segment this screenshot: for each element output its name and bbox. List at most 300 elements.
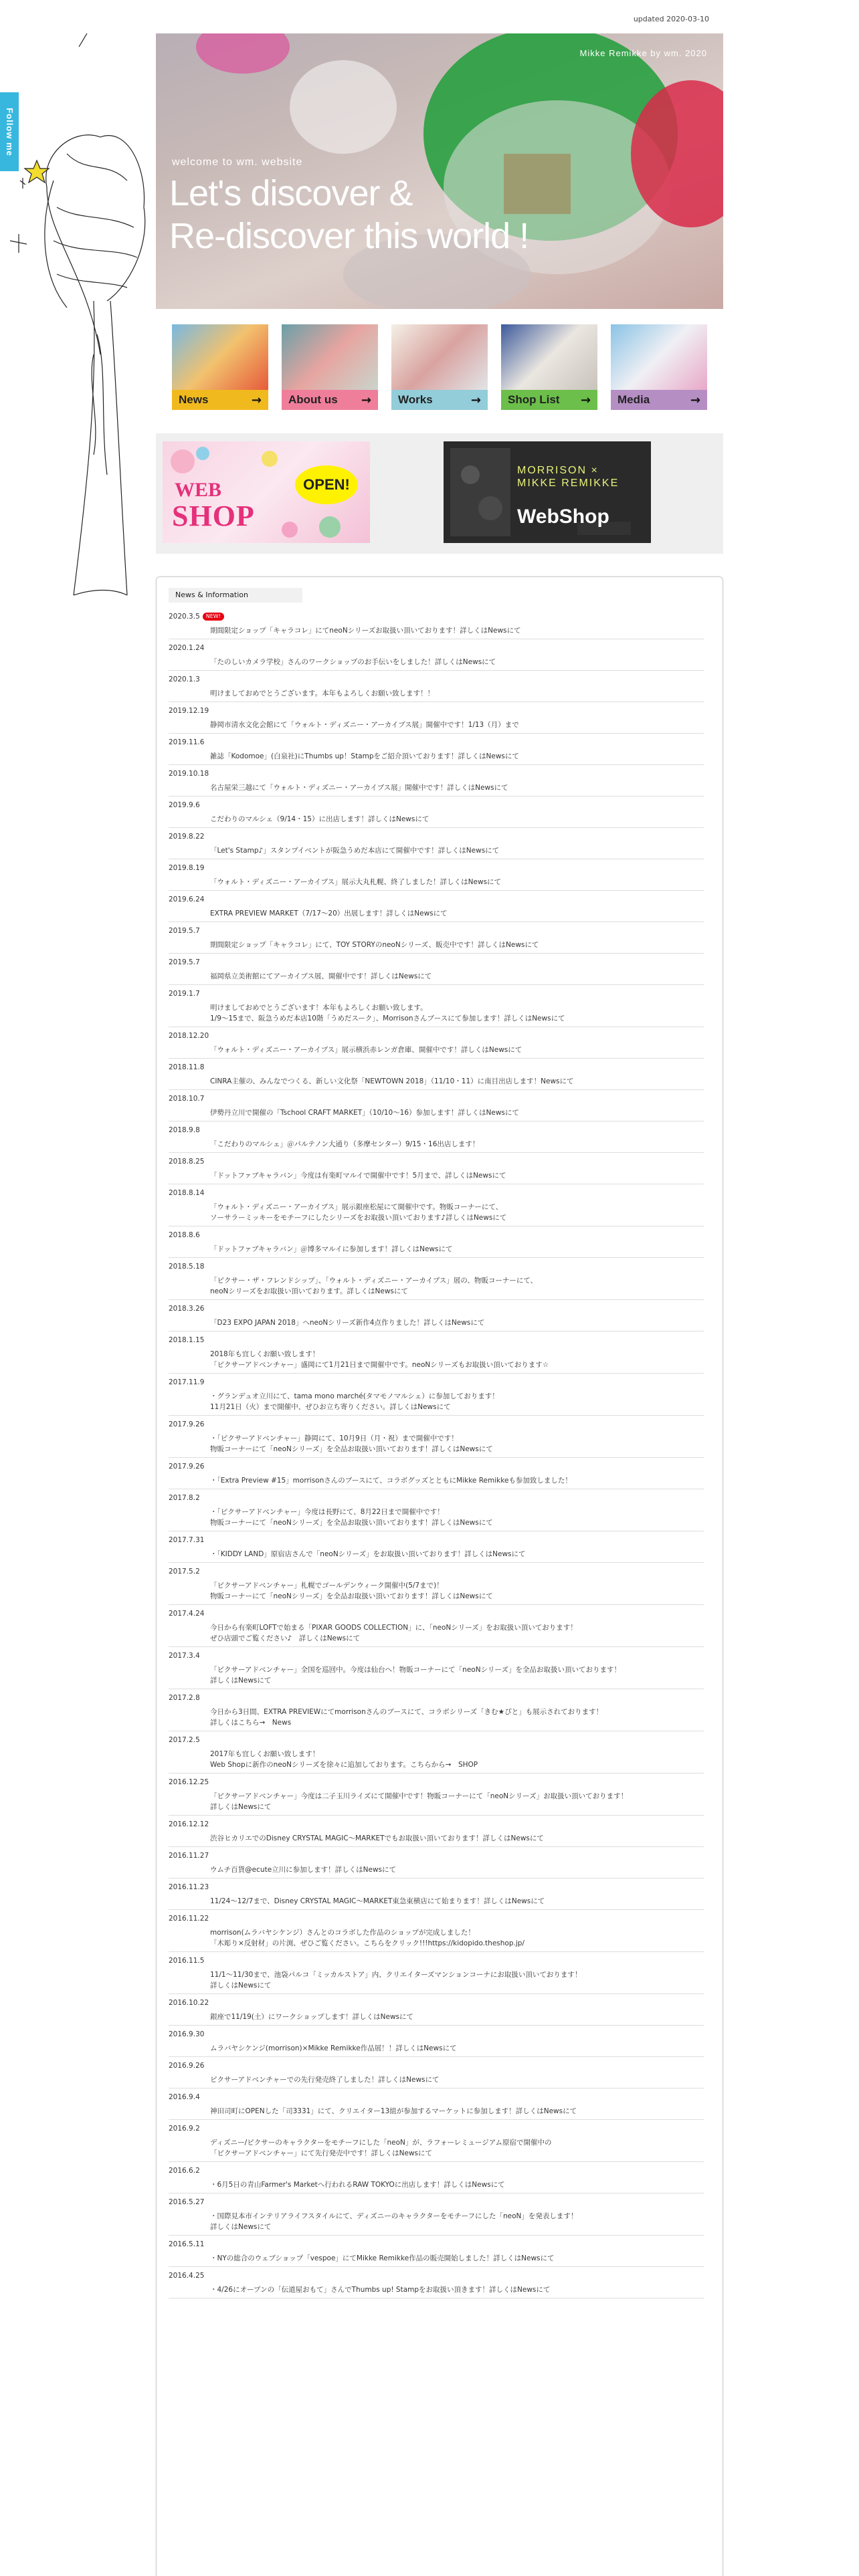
nav-label-media: Media — [617, 393, 650, 406]
news-date-text: 2017.9.26 — [169, 1463, 205, 1471]
news-item — [169, 958, 704, 985]
morrison-line-2: MIKKE REMIKKE — [517, 477, 619, 489]
news-date-text: 2019.12.19 — [169, 707, 209, 715]
about-photo — [282, 324, 378, 390]
hero-capsules-illustration — [156, 33, 723, 309]
news-item — [169, 1304, 704, 1331]
new-badge: NEW! — [203, 613, 224, 621]
news-line: morrison(ムラバヤシケンジ）さんとのコラボした作品のショップが完成しました！ — [210, 1929, 475, 1937]
news-date-text: 2019.5.7 — [169, 927, 200, 935]
news-line: 明けましておめでとうございます！本年もよろしくお願い致します。 — [210, 1004, 427, 1012]
news-date — [169, 2030, 704, 2039]
news-item — [169, 612, 704, 639]
news-text[interactable] — [169, 2284, 704, 2298]
news-date-text: 2017.7.31 — [169, 1536, 205, 1544]
news-section — [156, 576, 723, 2576]
follow-me-label: Follow me — [4, 107, 15, 156]
news-date-text: 2016.9.4 — [169, 2093, 200, 2101]
news-line: 今日から有楽町LOFTで始まる「PIXAR GOODS COLLECTION」に、「neoNシリーズ」をお取扱い頂いております！ — [210, 1624, 577, 1632]
morrison-title — [517, 464, 619, 490]
news-line: 雑誌「Kodomoe」(白泉社)にThumbs up！Stampをご紹介頂いております！詳しくはNewsにて — [210, 752, 519, 760]
news-text[interactable] — [169, 1475, 704, 1489]
news-line: ウムチ百貨@ecute立川に参加します！詳しくはNewsにて — [210, 1866, 397, 1874]
news-date — [169, 2124, 704, 2133]
webshop-label: WebShop — [517, 506, 609, 528]
news-date — [169, 643, 704, 653]
news-text[interactable] — [169, 1580, 704, 1605]
news-date — [169, 1998, 704, 2008]
news-text[interactable] — [169, 2012, 704, 2026]
news-line: 2018年も宜しくお願い致します！ — [210, 1350, 320, 1358]
news-text[interactable] — [169, 657, 704, 671]
news-date-text: 2018.12.20 — [169, 1032, 209, 1040]
news-date-text: 2016.6.2 — [169, 2167, 200, 2175]
nav-tile-news[interactable] — [172, 324, 268, 410]
news-line: 11月21日（火）まで開催中、ぜひお立ち寄りください。詳しくはNewsにて — [210, 1403, 451, 1411]
news-date-text: 2017.8.2 — [169, 1494, 200, 1502]
arrow-right-icon: → — [580, 393, 591, 407]
news-item — [169, 1335, 704, 1374]
morrison-webshop-banner[interactable] — [444, 441, 651, 543]
updated-date: updated 2020-03-10 — [633, 15, 709, 23]
news-photo — [172, 324, 268, 390]
news-item — [169, 1651, 704, 1689]
news-line: 「ドットファブキャラバン」今度は有楽町マルイで開催中です！5月まで、詳しくはNewsにて — [210, 1172, 506, 1180]
news-date — [169, 1378, 704, 1387]
news-date-text: 2016.11.23 — [169, 1883, 209, 1891]
news-line: neoNシリーズをお取扱い頂いております。詳しくはNewsにて — [210, 1287, 408, 1295]
news-item — [169, 1820, 704, 1847]
news-item — [169, 1188, 704, 1226]
nav-tile-shop-list[interactable] — [501, 324, 597, 410]
news-text[interactable] — [169, 2253, 704, 2267]
news-text[interactable] — [169, 908, 704, 922]
media-photo — [611, 324, 707, 390]
news-date-text: 2016.9.26 — [169, 2062, 205, 2070]
news-line: 「木彫り×反射材」の片渕、ぜひご覧ください。こちらをクリック!!!https://kidopido.theshop.jp/ — [210, 1939, 524, 1947]
news-item — [169, 1262, 704, 1300]
news-item — [169, 738, 704, 765]
news-date-text: 2020.3.5 — [169, 613, 200, 621]
news-item — [169, 2061, 704, 2088]
news-item — [169, 2092, 704, 2120]
news-item — [169, 1778, 704, 1816]
news-date-text: 2016.5.27 — [169, 2198, 205, 2206]
news-date — [169, 769, 704, 778]
news-date — [169, 738, 704, 747]
news-list — [169, 612, 704, 2302]
news-item — [169, 1493, 704, 1531]
news-date — [169, 1094, 704, 1103]
news-item — [169, 1567, 704, 1605]
news-line: ・グランデュオ立川にて、tama mono marché(タマモノマルシェ）に参加しております！ — [210, 1392, 499, 1400]
news-item — [169, 895, 704, 922]
news-line: 明けましておめでとうございます。本年もよろしくお願い致します！！ — [210, 689, 435, 697]
news-date-text: 2019.10.18 — [169, 770, 209, 778]
nav-bar-shop — [501, 390, 597, 410]
news-date-text: 2018.10.7 — [169, 1095, 205, 1103]
news-date — [169, 926, 704, 936]
news-date-text: 2020.1.24 — [169, 644, 205, 652]
news-line: ・国際見本市インテリアライフスタイルにて、ディズニーのキャラクターをモチーフにした「neoN」を発表します！ — [210, 2212, 578, 2220]
news-date — [169, 2061, 704, 2070]
news-text[interactable] — [169, 1622, 704, 1647]
news-text[interactable] — [169, 1170, 704, 1184]
morrison-line-1: MORRISON × — [517, 465, 599, 476]
news-date — [169, 832, 704, 841]
news-date — [169, 1230, 704, 1240]
news-line: 「Let's Stamp♪」スタンプイベントが阪急うめだ本店にて開催中です！詳しくはNewsにて — [210, 847, 500, 855]
news-date — [169, 895, 704, 904]
news-line: 渋谷ヒカリエでのDisney CRYSTAL MAGIC～MARKETでもお取扱い頂いております！詳しくはNewsにて — [210, 1834, 544, 1842]
news-date — [169, 612, 704, 621]
news-text[interactable] — [169, 1833, 704, 1847]
news-item — [169, 2166, 704, 2193]
arrow-right-icon: → — [251, 393, 262, 407]
news-line: 「ウォルト・ディズニー・アーカイブス」展示横浜赤レンガ倉庫、開催中です！詳しくはNewsにて — [210, 1046, 522, 1054]
news-text[interactable] — [169, 1507, 704, 1531]
news-date-text: 2016.10.22 — [169, 1999, 209, 2007]
news-date — [169, 1031, 704, 1041]
news-text[interactable] — [169, 1927, 704, 1952]
news-title: News & Information — [169, 588, 302, 603]
news-date — [169, 675, 704, 684]
news-text[interactable] — [169, 2211, 704, 2236]
news-text[interactable] — [169, 2043, 704, 2057]
news-line: ピクサーアドベンチャーでの先行発売終了しました！詳しくはNewsにて — [210, 2076, 440, 2084]
news-line: 期間限定ショップ「キャラコレ」にて、TOY STORYのneoNシリーズ、販売中です！詳しくはNewsにて — [210, 941, 539, 949]
news-line: EXTRA PREVIEW MARKET（7/17〜20）出展します！詳しくはNewsにて — [210, 909, 448, 918]
news-line: 「ピクサーアドベンチャー」盛岡にて1月21日まで開催中です。neoNシリーズもお取扱い頂いております☆ — [210, 1361, 549, 1369]
news-text[interactable] — [169, 971, 704, 985]
nav-label-shop: Shop List — [508, 393, 560, 406]
news-date — [169, 2092, 704, 2102]
news-date-text: 2019.1.7 — [169, 990, 200, 998]
news-text[interactable] — [169, 1317, 704, 1331]
news-date — [169, 1820, 704, 1829]
news-date-text: 2018.3.26 — [169, 1305, 205, 1313]
news-date-text: 2019.11.6 — [169, 738, 205, 746]
web-label: WEB — [175, 479, 222, 501]
news-line: 「ピクサーアドベンチャー」今度は二子玉川ライズにて開催中です！物販コーナーにて「neoNシリーズ」お取扱い頂いております！ — [210, 1792, 628, 1800]
nav-bar-media — [611, 390, 707, 410]
news-text[interactable] — [169, 1002, 704, 1027]
news-line: 詳しくはNewsにて — [210, 1981, 272, 1990]
news-text[interactable] — [169, 1045, 704, 1059]
news-line: 「こだわりのマルシェ」＠パルテノン大通り（多摩センター）9/15・16出店します！ — [210, 1140, 480, 1148]
news-date-text: 2016.9.30 — [169, 2030, 205, 2038]
news-line: 期間限定ショップ「キャラコレ」にてneoNシリーズお取扱い頂いております！詳しくはNewsにて — [210, 627, 521, 635]
nav-label-about: About us — [288, 393, 338, 406]
news-line: ・「KIDDY LAND」原宿店さんで「neoNシリーズ」をお取扱い頂いております！詳しくはNewsにて — [210, 1550, 526, 1558]
news-item — [169, 1094, 704, 1121]
news-item — [169, 2197, 704, 2236]
news-date-text: 2016.11.22 — [169, 1915, 209, 1923]
news-text[interactable] — [169, 782, 704, 796]
works-photo — [391, 324, 488, 390]
news-date — [169, 2271, 704, 2280]
news-date — [169, 2166, 704, 2175]
news-date — [169, 1567, 704, 1576]
news-date-text: 2018.5.18 — [169, 1263, 205, 1271]
news-date-text: 2018.1.15 — [169, 1336, 205, 1344]
news-item — [169, 1157, 704, 1184]
news-line: 2017年も宜しくお願い致します！ — [210, 1750, 320, 1758]
news-date — [169, 1883, 704, 1892]
news-date — [169, 1125, 704, 1135]
news-line: 「ピクサーアドベンチャー」全国を巡回中。今度は仙台へ！物販コーナーにて「neoNシリーズ」を全品お取扱い頂いております！ — [210, 1666, 622, 1674]
news-item — [169, 863, 704, 891]
news-date — [169, 1493, 704, 1503]
arrow-right-icon: → — [361, 393, 371, 407]
news-date — [169, 706, 704, 716]
news-date-text: 2020.1.3 — [169, 675, 200, 683]
nav-bar-news — [172, 390, 268, 410]
news-date-text: 2016.11.5 — [169, 1957, 205, 1965]
news-line: 「ピクサーアドベンチャー」札幌でゴールデンウィーク開催中(5/7まで)！ — [210, 1582, 444, 1590]
news-text[interactable] — [169, 751, 704, 765]
news-item — [169, 1914, 704, 1952]
shop-photo — [501, 324, 597, 390]
news-item — [169, 1956, 704, 1994]
news-item — [169, 1735, 704, 1774]
news-line: 名古屋栄三越にて「ウォルト・ディズニー・アーカイブス展」開催中です！詳しくはNewsにて — [210, 784, 508, 792]
news-line: 詳しくはこちら→ News — [210, 1719, 292, 1727]
news-item — [169, 2240, 704, 2267]
news-text[interactable] — [169, 877, 704, 891]
news-line: 「D23 EXPO JAPAN 2018」へneoNシリーズ新作4点作りました！詳しくはNewsにて — [210, 1319, 485, 1327]
news-text[interactable] — [169, 625, 704, 639]
news-line: 11/24〜12/7まで、Disney CRYSTAL MAGIC～MARKET東急東横店にて始まります！詳しくはNewsにて — [210, 1897, 545, 1905]
news-item — [169, 800, 704, 828]
news-date — [169, 1735, 704, 1745]
open-bubble: OPEN! — [295, 465, 358, 504]
news-text[interactable] — [169, 845, 704, 859]
news-line: 物販コーナーにて「neoNシリーズ」を全品お取扱い頂いております！詳しくはNewsにて — [210, 1592, 493, 1600]
news-text[interactable] — [169, 1139, 704, 1153]
news-line: 物販コーナーにて「neoNシリーズ」を全品お取扱い頂いております！詳しくはNewsにて — [210, 1519, 493, 1527]
news-text[interactable] — [169, 1749, 704, 1774]
news-date — [169, 1851, 704, 1860]
news-line: Web Shopに新作のneoNシリーズを徐々に追加しております。こちらから→ SHOP — [210, 1761, 478, 1769]
news-date-text: 2016.9.2 — [169, 2125, 200, 2133]
news-line: 「ピクサー・ザ・フレンドシップ」、「ウォルト・ディズニー・アーカイブス」展の、物販コーナーにて、 — [210, 1277, 538, 1285]
news-date — [169, 2240, 704, 2249]
news-item — [169, 706, 704, 734]
news-line: ソーサラーミッキーをモチーフにしたシリーズをお取扱い頂いております♪詳しくはNewsにて — [210, 1214, 507, 1222]
news-date — [169, 863, 704, 873]
news-date-text: 2016.12.12 — [169, 1820, 209, 1828]
news-item — [169, 1420, 704, 1458]
news-date-text: 2017.9.26 — [169, 1420, 205, 1428]
news-line: 静岡市清水文化会館にて「ウォルト・ディズニー・アーカイブス展」開催中です！1/13（月）まで — [210, 721, 519, 729]
news-date-text: 2016.4.25 — [169, 2272, 205, 2280]
news-line: ムラバヤシケンジ(morrison)×Mikke Remikke作品展！！詳しくはNewsにて — [210, 2044, 457, 2052]
news-line: 「ドットファブキャラバン」＠博多マルイに参加します！詳しくはNewsにて — [210, 1245, 453, 1253]
news-line: 今日から3日間、EXTRA PREVIEWにてmorrisonさんのブースにて、コラボシリーズ「きむ★ぴと」も展示されております！ — [210, 1708, 603, 1716]
news-date — [169, 1778, 704, 1787]
news-date-text: 2016.11.27 — [169, 1852, 209, 1860]
shop-banners — [156, 433, 723, 554]
news-item — [169, 1851, 704, 1879]
news-date-text: 2016.12.25 — [169, 1778, 209, 1786]
news-text[interactable] — [169, 1433, 704, 1458]
news-text[interactable] — [169, 940, 704, 954]
news-line: 福岡県立美術館にてアーカイブス展、開催中です！詳しくはNewsにて — [210, 972, 432, 980]
news-line: 物販コーナーにて「neoNシリーズ」を全品お取扱い頂いております！詳しくはNewsにて — [210, 1445, 493, 1453]
news-item — [169, 2271, 704, 2298]
news-text[interactable] — [169, 720, 704, 734]
news-line: 詳しくはNewsにて — [210, 1803, 272, 1811]
news-line: ぜひ店頭でご覧ください♪ 詳しくはNewsにて — [210, 1634, 361, 1642]
news-date-text: 2016.5.11 — [169, 2240, 205, 2248]
news-line: 11/1〜11/30まで、池袋パルコ「ミッカルストア」内、クリエイターズマンションコーナにお取扱い頂いております！ — [210, 1971, 582, 1979]
hero-headline-1: Let's discover & — [169, 173, 413, 213]
news-line: 「ウォルト・ディズニー・アーカイブス」展示銀座松屋にて開催中です。物販コーナーにて、 — [210, 1203, 503, 1211]
news-date-text: 2018.8.6 — [169, 1231, 200, 1239]
news-text[interactable] — [169, 2074, 704, 2088]
nav-tile-about-us[interactable] — [282, 324, 378, 410]
news-date — [169, 1462, 704, 1471]
news-line: 詳しくはNewsにて — [210, 2223, 272, 2231]
news-text[interactable] — [169, 1349, 704, 1374]
news-item — [169, 1125, 704, 1153]
news-text[interactable] — [169, 1549, 704, 1563]
arrow-right-icon: → — [690, 393, 700, 407]
news-date — [169, 989, 704, 998]
news-text[interactable] — [169, 1665, 704, 1689]
news-text[interactable] — [169, 1107, 704, 1121]
news-line: 銀座で11/19(土）にワークショップします！詳しくはNewsにて — [210, 2013, 414, 2021]
news-date-text: 2018.9.8 — [169, 1126, 200, 1134]
hero-credit: Mikke Remikke by wm. 2020 — [579, 48, 707, 58]
news-date-text: 2018.8.25 — [169, 1158, 205, 1166]
news-line: ・「ピクサーアドベンチャー」静岡にて、10月9日（月・祝）まで開催中です！ — [210, 1434, 458, 1442]
news-item — [169, 675, 704, 702]
news-date — [169, 958, 704, 967]
news-item — [169, 832, 704, 859]
news-item — [169, 1693, 704, 1731]
nav-label-news: News — [179, 393, 209, 406]
news-date-text: 2019.8.22 — [169, 833, 205, 841]
news-line: 「ウォルト・ディズニー・アーカイブス」展示大丸札幌、終了しました！詳しくはNewsにて — [210, 878, 502, 886]
news-item — [169, 1998, 704, 2026]
news-date-text: 2019.5.7 — [169, 958, 200, 966]
news-line: ・NYの総合のウェブショップ「vespoe」にてMikke Remikke作品の販売開始しました！詳しくはNewsにて — [210, 2254, 555, 2262]
news-text[interactable] — [169, 1896, 704, 1910]
web-shop-banner[interactable] — [163, 441, 370, 543]
news-line: 詳しくはNewsにて — [210, 1677, 272, 1685]
news-text[interactable] — [169, 1969, 704, 1994]
news-date — [169, 1651, 704, 1660]
news-date — [169, 1956, 704, 1965]
news-line: こだわりのマルシェ（9/14・15）に出店します！詳しくはNewsにて — [210, 815, 430, 823]
news-date — [169, 1335, 704, 1345]
news-line: 「ピクサーアドベンチャー」にて先行発売中です！詳しくはNewsにて — [210, 2149, 433, 2157]
news-line: 「たのしいカメラ学校」さんのワークショップのお手伝いをしました！詳しくはNewsにて — [210, 658, 496, 666]
news-date-text: 2017.4.24 — [169, 1610, 205, 1618]
news-date — [169, 1063, 704, 1072]
news-item — [169, 1378, 704, 1416]
news-text[interactable] — [169, 1076, 704, 1090]
news-line: 伊勢丹立川で開催の「Tschool CRAFT MARKET」（10/10〜16）参加します！詳しくはNewsにて — [210, 1109, 519, 1117]
news-date — [169, 1157, 704, 1166]
news-item — [169, 1883, 704, 1910]
news-item — [169, 643, 704, 671]
news-line: ・「ピクサーアドベンチャー」今度は長野にて、8月22日まで開催中です！ — [210, 1508, 444, 1516]
news-date-text: 2019.8.19 — [169, 864, 205, 872]
news-text[interactable] — [169, 1864, 704, 1879]
news-item — [169, 1609, 704, 1647]
news-item — [169, 1063, 704, 1090]
news-text[interactable] — [169, 1244, 704, 1258]
news-date — [169, 1420, 704, 1429]
news-date — [169, 2197, 704, 2207]
news-item — [169, 2030, 704, 2057]
hero-welcome: welcome to wm. website — [172, 156, 303, 168]
news-item — [169, 2124, 704, 2162]
news-date — [169, 1188, 704, 1198]
hero-headline-2: Re-discover this world ! — [169, 216, 529, 256]
news-line: ・6月5日の青山Farmer's Marketへ行われるRAW TOKYOに出店します！詳しくはNewsにて — [210, 2181, 505, 2189]
news-text[interactable] — [169, 2106, 704, 2120]
news-date-text: 2017.3.4 — [169, 1652, 200, 1660]
hero-banner — [156, 33, 723, 309]
tree-illustration — [0, 20, 161, 622]
news-line: 神田司町にOPENした「司3331」にて、クリエイター13組が参加するマーケットに参加します！詳しくはNewsにて — [210, 2107, 577, 2115]
news-text[interactable] — [169, 688, 704, 702]
news-text[interactable] — [169, 814, 704, 828]
nav-tile-media[interactable] — [611, 324, 707, 410]
nav-label-works: Works — [398, 393, 433, 406]
news-item — [169, 989, 704, 1027]
news-text[interactable] — [169, 1275, 704, 1300]
news-date — [169, 1304, 704, 1313]
news-date — [169, 800, 704, 810]
news-date-text: 2017.5.2 — [169, 1568, 200, 1576]
news-date-text: 2017.2.8 — [169, 1694, 200, 1702]
news-date-text: 2017.2.5 — [169, 1736, 200, 1744]
shop-label: SHOP — [172, 500, 255, 532]
nav-bar-about — [282, 390, 378, 410]
news-line: ・「Extra Preview #15」morrisonさんのブースにて、コラボグッズとともにMikke Remikkeも参加致しました！ — [210, 1477, 572, 1485]
news-text[interactable] — [169, 1791, 704, 1816]
news-date-text: 2017.11.9 — [169, 1378, 205, 1386]
nav-tiles — [172, 324, 707, 410]
arrow-right-icon: → — [470, 393, 481, 407]
news-item — [169, 769, 704, 796]
news-text[interactable] — [169, 1707, 704, 1731]
news-text[interactable] — [169, 1202, 704, 1226]
news-line: ディズニー/ピクサーのキャラクターをモチーフにした「neoN」が、ラフォーレミュージアム原宿で開催中の — [210, 2139, 552, 2147]
news-line: ・4/26にオープンの「伝道屋おもて」さんでThumbs up! Stampをお取扱い頂きます！詳しくはNewsにて — [210, 2286, 551, 2294]
news-date-text: 2019.9.6 — [169, 801, 200, 809]
news-line: 1/9〜15まで、阪急うめだ本店10階「うめだスーク」、Morrisonさんブースにて参加します！詳しくはNewsにて — [210, 1014, 565, 1023]
news-date — [169, 1609, 704, 1618]
news-text[interactable] — [169, 1391, 704, 1416]
news-text[interactable] — [169, 2137, 704, 2162]
news-date-text: 2018.11.8 — [169, 1063, 205, 1071]
news-date — [169, 1262, 704, 1271]
news-item — [169, 1230, 704, 1258]
news-date — [169, 1535, 704, 1545]
news-item — [169, 1535, 704, 1563]
news-item — [169, 926, 704, 954]
news-date-text: 2018.8.14 — [169, 1189, 205, 1197]
news-date — [169, 1693, 704, 1703]
news-text[interactable] — [169, 2179, 704, 2193]
nav-tile-works[interactable] — [391, 324, 488, 410]
